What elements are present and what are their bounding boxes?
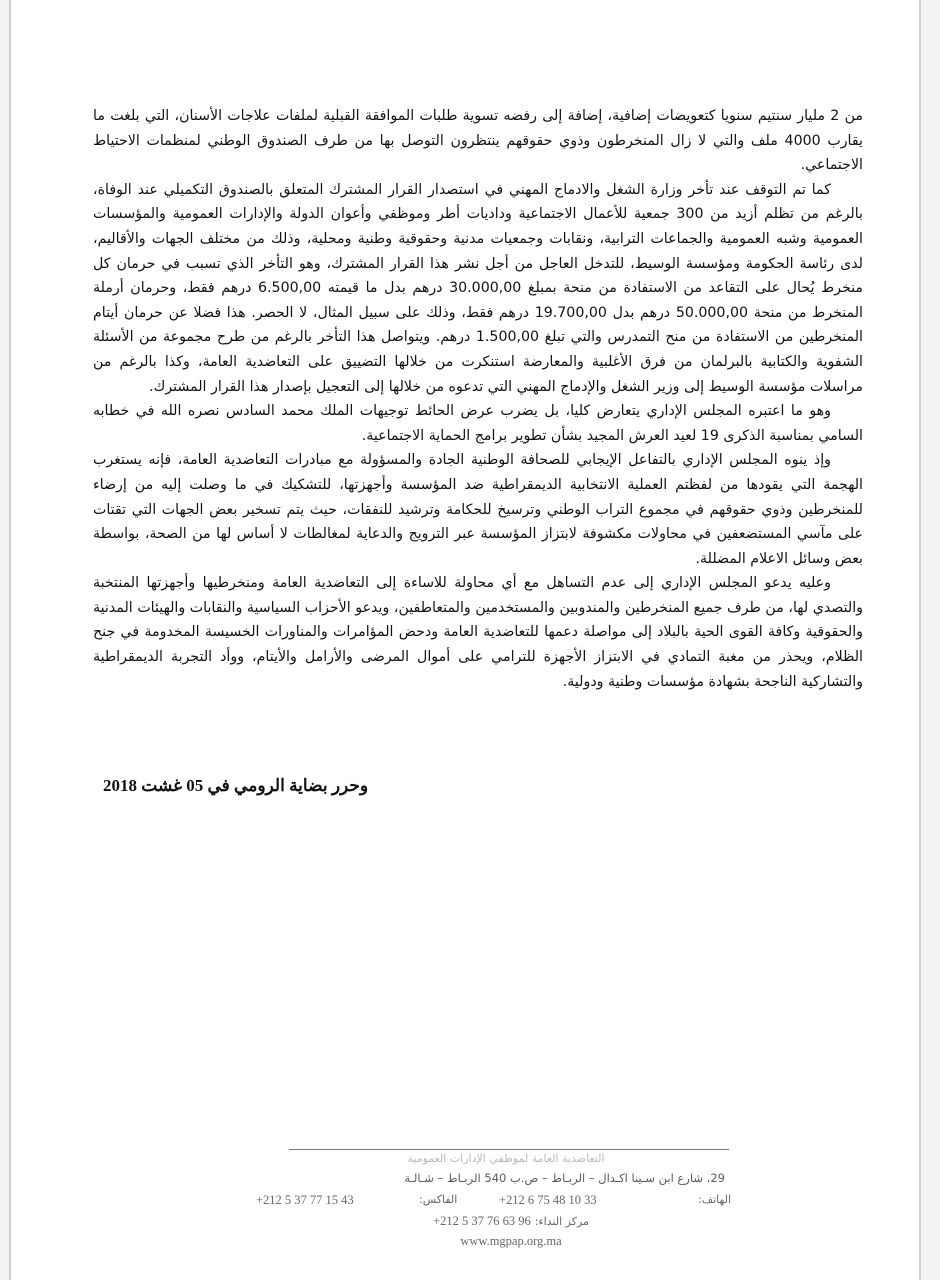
paragraph-death-fund-decree: كما تم التوقف عند تأخر وزارة الشغل والادماج المهني في استصدار القرار المشترك المتعلق بالصندوق التكميلي عند الوفاة، بالرغم من تظلم أزيد من 300 جمعية للأعمال الاجتماعية وداديات أطر وموظفي وأعوان الدولة والإدارات العمومية والمؤسسات العمومية وشبه العمومية والجماعات الترابية، ونقابات وجمعيات مدنية وحقوقية وطنية ومحلية، وذلك من مختلف الجهات والأقاليم، لدى رئاسة الحكومة ومؤسسة الوسيط، للتدخل العاجل من أجل نشر هذا القرار المشترك، وهو التأخر الذي تسبب في حرمان كل منخرط يُحال على التقاعد من الاستفادة من منحة بمبلغ 30.000,00 درهم بدل ما قيمته 6.500,00 درهم فقط، وحرمان أرملة المنخرط من منحة 50.000,00 درهم بدل 19.700,00 درهم فقط، وذلك على سبيل المثال، لا الحصر. هذا فضلا عن حرمان أيتام المنخرطين من الاستفادة من منح التمدرس والتي تبلغ 1.500,00 درهم. ويتواصل هذا التأخر بالرغم من طرح مجموعة من الأسئلة الشفوية والكتابية بالبرلمان من فرق الأغلبية والمعارضة استنكرت من خلالها التضييق على التعاضدية العامة، وكذا بالرغم من مراسلات مؤسسة الوسيط إلى وزير الشغل والإدماج المهني التي تدعوه من خلالها إلى التعجيل بإصدار هذا القرار المشترك.: [93, 181, 864, 395]
paragraph-dental-claims: من 2 مليار سنتيم سنويا كتعويضات إضافية، إضافة إلى رفضه تسوية طلبات الموافقة القبلية لملفات علاجات الأسنان، التي بلغت ما يقارب 4000 ملف والتي لا زال المنخرطون وذوي حقوقهم ينتظرون التوصل بها من طرف الصندوق الوطني لمنظمات الاحتياط الاجتماعي.: [93, 108, 863, 174]
letterhead-footer: [241, 1151, 741, 1251]
footer-divider: [289, 1149, 729, 1150]
document-page: [9, 0, 921, 1280]
phone-number: +212 6 75 48 10 33: [499, 1193, 597, 1207]
phone-label: الهاتف:: [698, 1193, 731, 1206]
footer-call-center: [281, 1211, 741, 1231]
fax-label: الفاكس:: [419, 1193, 458, 1206]
document-body: [93, 104, 863, 694]
signature-date-line: وحرر بضاية الرومي في 05 غشت 2018: [103, 776, 369, 795]
footer-address: 29، شارع ابن سـينا اكـدال – الربـاط – ص.ب 540 الربـاط – شـالـة: [404, 1171, 725, 1185]
paragraph-press-thanks: وإذ ينوه المجلس الإداري بالتفاعل الإيجابي للصحافة الوطنية الجادة والمسؤولة مع مبادرات التعاضدية العامة، فإنه يستغرب الهجمة التي يقودها من لفظتم العملية الانتخابية الديمقراطية ضد المؤسسة وأجهزتها، للتشكيك في ما وصلت إليه من إرضاء للمنخرطين وذوي حقوقهم في مجموع التراب الوطني وترسيخ للحكامة وترشيد للنفقات، حيث يتم تسخير بعض الجهات التي تقتات على مآسي المستضعفين في محاولات مكشوفة لابتزاز المؤسسة عبر الترويج والدعاية لمغالطات لا أساس لها من الصحة، بواسطة بعض وسائل الاعلام المضللة.: [93, 452, 863, 567]
footer-organization-name: التعاضدية العامة لموظفي الإدارات العمومية: [407, 1152, 605, 1165]
footer-website-link[interactable]: www.mgpap.org.ma: [460, 1234, 562, 1248]
paragraph-call-to-action: وعليه يدعو المجلس الإداري إلى عدم التساهل مع أي محاولة للاساءة إلى التعاضدية العامة ومنخرطيها وأجهزتها المنتخبة والتصدي لها، من طرف جميع المنخرطين والمندوبين والمستخدمين والمتعاطفين، ويدعو الأحزاب السياسية والنقابات والهيئات المدنية والحقوقية وكافة القوى الحية بالبلاد إلى مواصلة دعمها للتعاضدية العامة ودحض المؤامرات والمناورات الخسيسة المخدومة في جنح الظلام، ويحذر من مغبة التمادي في الابتزاز الأجهزة للترامي على أموال المرضى والأرامل والأيتام، ووأد التجربة الديمقراطية والتشاركية الناجحة بشهادة مؤسسات وطنية ودولية.: [93, 575, 863, 690]
call-center-number: +212 5 37 76 63 96: [433, 1214, 531, 1228]
call-center-label: مركز النداء:: [534, 1215, 589, 1228]
footer-contact-row: [241, 1189, 741, 1211]
fax-number: +212 5 37 77 15 43: [256, 1193, 354, 1207]
paragraph-royal-speech: وهو ما اعتبره المجلس الإداري يتعارض كليا، بل يضرب عرض الحائط توجيهات الملك محمد السادس نصره الله في خطابه السامي بمناسبة الذكرى 19 لعيد العرش المجيد بشأن تطوير برامج الحماية الاجتماعية.: [93, 403, 863, 444]
